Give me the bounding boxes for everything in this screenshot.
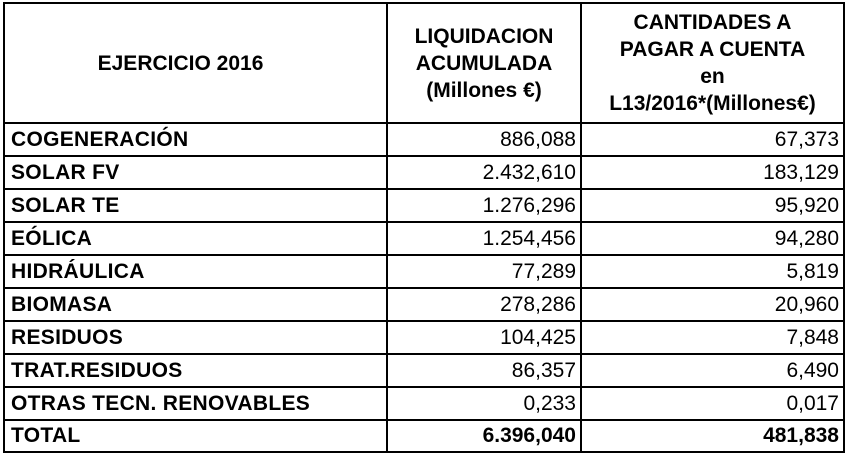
table-row [4, 156, 844, 189]
row-cantidades: 6,490 [581, 354, 844, 387]
total-cantidades: 481,838 [581, 420, 844, 452]
row-cantidades: 0,017 [581, 387, 844, 420]
header-ejercicio-text: EJERCICIO 2016 [97, 51, 264, 75]
liquidation-table [3, 2, 845, 453]
row-label: SOLAR FV [4, 156, 387, 189]
table-row [4, 189, 844, 222]
row-label: SOLAR TE [4, 189, 387, 222]
table-header-row [4, 3, 844, 123]
header-liquidacion-line-2: ACUMULADA [415, 51, 553, 75]
row-liquidacion: 886,088 [387, 123, 581, 156]
row-cantidades: 20,960 [581, 288, 844, 321]
header-cantidades-line-3: en [700, 65, 725, 88]
row-label: COGENERACIÓN [4, 123, 387, 156]
total-label: TOTAL [4, 420, 387, 452]
row-label: OTRAS TECN. RENOVABLES [4, 387, 387, 420]
header-cantidades-line-2: PAGAR A CUENTA [619, 38, 806, 61]
header-cantidades-line-1: CANTIDADES A [633, 11, 792, 34]
row-cantidades: 67,373 [581, 123, 844, 156]
row-liquidacion: 2.432,610 [387, 156, 581, 189]
table-row [4, 255, 844, 288]
header-cantidades [581, 3, 844, 123]
table-row [4, 123, 844, 156]
row-label: TRAT.RESIDUOS [4, 354, 387, 387]
row-label: RESIDUOS [4, 321, 387, 354]
row-liquidacion: 86,357 [387, 354, 581, 387]
table-row [4, 222, 844, 255]
row-cantidades: 5,819 [581, 255, 844, 288]
header-ejercicio [4, 3, 387, 123]
header-liquidacion-line-3: (Millones €) [426, 78, 542, 102]
row-liquidacion: 1.276,296 [387, 189, 581, 222]
header-liquidacion-line-1: LIQUIDACION [414, 24, 554, 48]
row-liquidacion: 278,286 [387, 288, 581, 321]
total-liquidacion: 6.396,040 [387, 420, 581, 452]
header-liquidacion [387, 3, 581, 123]
row-liquidacion: 1.254,456 [387, 222, 581, 255]
row-cantidades: 7,848 [581, 321, 844, 354]
row-liquidacion: 77,289 [387, 255, 581, 288]
table-row [4, 321, 844, 354]
row-cantidades: 94,280 [581, 222, 844, 255]
total-row [4, 420, 844, 452]
table-row [4, 288, 844, 321]
table-row [4, 354, 844, 387]
row-label: BIOMASA [4, 288, 387, 321]
row-label: EÓLICA [4, 222, 387, 255]
row-cantidades: 95,920 [581, 189, 844, 222]
row-liquidacion: 0,233 [387, 387, 581, 420]
row-label: HIDRÁULICA [4, 255, 387, 288]
row-liquidacion: 104,425 [387, 321, 581, 354]
header-cantidades-line-4: L13/2016*(Millones€) [609, 92, 816, 115]
table-row [4, 387, 844, 420]
row-cantidades: 183,129 [581, 156, 844, 189]
